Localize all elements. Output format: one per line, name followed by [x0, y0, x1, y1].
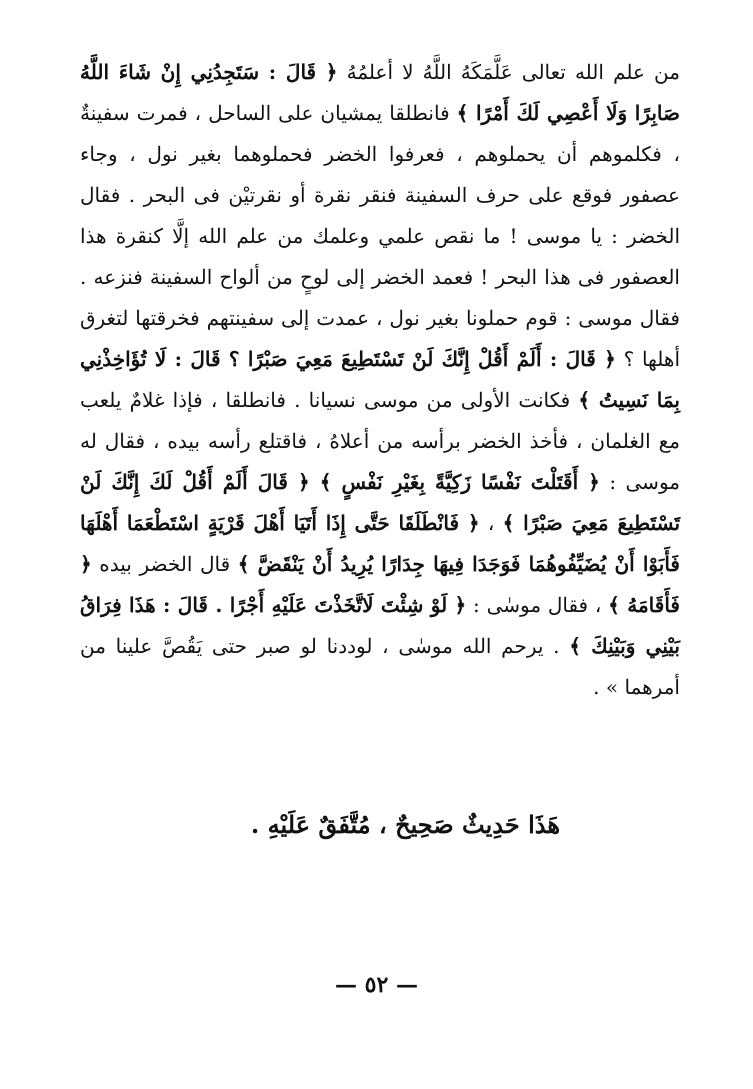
narration-segment: فانطلقا يمشيان على الساحل ، فمرت سفينةٌ ، فكلموهم أن يحملوهم ، فعرفوا الخضر فحملوهما بغير نول ، وجاء عصفور فوقع على حرف السفينة فنقر نقرة أو نقرتيْن فى البحر . فقال الخضر : يا موسى ! ما نقص علمي وعلمك من علم الله إلَّا كنقرة هذا العصفور فى هذا البحر ! فعمد الخضر إلى لوحٍ من ألواح السفينة فنزعه . فقال موسى : قوم حملونا بغير نول ، عمدت إلى سفينتهم فخرقتها لتغرق أهلها ؟ [80, 101, 680, 371]
narration-segment: . يرحم الله موسٰى ، لوددنا لو صبر حتى يَقُصَّ علينا من أمرهما » . [80, 634, 680, 699]
paragraph [80, 52, 680, 708]
hadith-grading: هَذَا حَدِيثٌ صَحِيحٌ ، مُتَّفَقٌ عَلَيْهِ . [250, 810, 560, 839]
hadith-body-text [80, 52, 680, 708]
narration-segment: قال الخضر بيده [91, 552, 238, 576]
narration-segment: ، [479, 511, 503, 535]
quran-verse-segment: ﴿ لَوْ شِئْتَ لَاتَّخَذْتَ عَلَيْهِ أَجْرًا . قَالَ : هَذَا فِرَاقُ بَيْنِي وَبَيْنِكَ ﴾ [80, 593, 680, 658]
quran-verse-segment: ﴿ فَانْطَلَقَا حَتَّى إِذَا أَتَيَا أَهْلَ قَرْيَةٍ اسْتَطْعَمَا أَهْلَهَا فَأَبَوْا أَنْ يُضَيِّفُوهُمَا فَوَجَدَا فِيهَا جِدَارًا يُرِيدُ أَنْ يَنْقَضَّ ﴾ [80, 511, 680, 576]
quran-verse-segment: ﴿ فَأَقَامَهُ ﴾ [80, 552, 680, 617]
quran-verse-segment: ﴿ أَقَتَلْتَ نَفْسًا زَكِيَّةً بِغَيْرِ نَفْسٍ ﴾ ﴿ قَالَ أَلَمْ أَقُلْ لَكَ إِنَّكَ لَنْ تَسْتَطِيعَ مَعِيَ صَبْرًا ﴾ [80, 470, 681, 535]
narration-segment: من علم الله تعالى عَلَّمَكَهُ اللَّهُ لا أعلمُهُ [337, 60, 680, 84]
quran-verse-segment: ﴿ قَالَ : سَتَجِدُنِي إِنْ شَاءَ اللَّهُ صَابِرًا وَلَا أَعْصِي لَكَ أَمْرًا ﴾ [80, 60, 680, 125]
narration-segment: ، فقال موسٰى : [466, 593, 609, 617]
page-number: — ٥٢ — [335, 972, 418, 998]
quran-verse-segment: ﴿ قَالَ : أَلَمْ أَقُلْ إِنَّكَ لَنْ تَسْتَطِيعَ مَعِيَ صَبْرًا ؟ قَالَ : لَا تُؤَاخِذْنِي بِمَا نَسِيتُ ﴾ [80, 347, 680, 412]
narration-segment: فكانت الأولى من موسى نسيانا . فانطلقا ، فإذا غلامٌ يلعب مع الغلمان ، فأخذ الخضر برأسه من أعلاهُ ، فاقتلع رأسه بيده ، فقال له موسى : [80, 388, 680, 494]
